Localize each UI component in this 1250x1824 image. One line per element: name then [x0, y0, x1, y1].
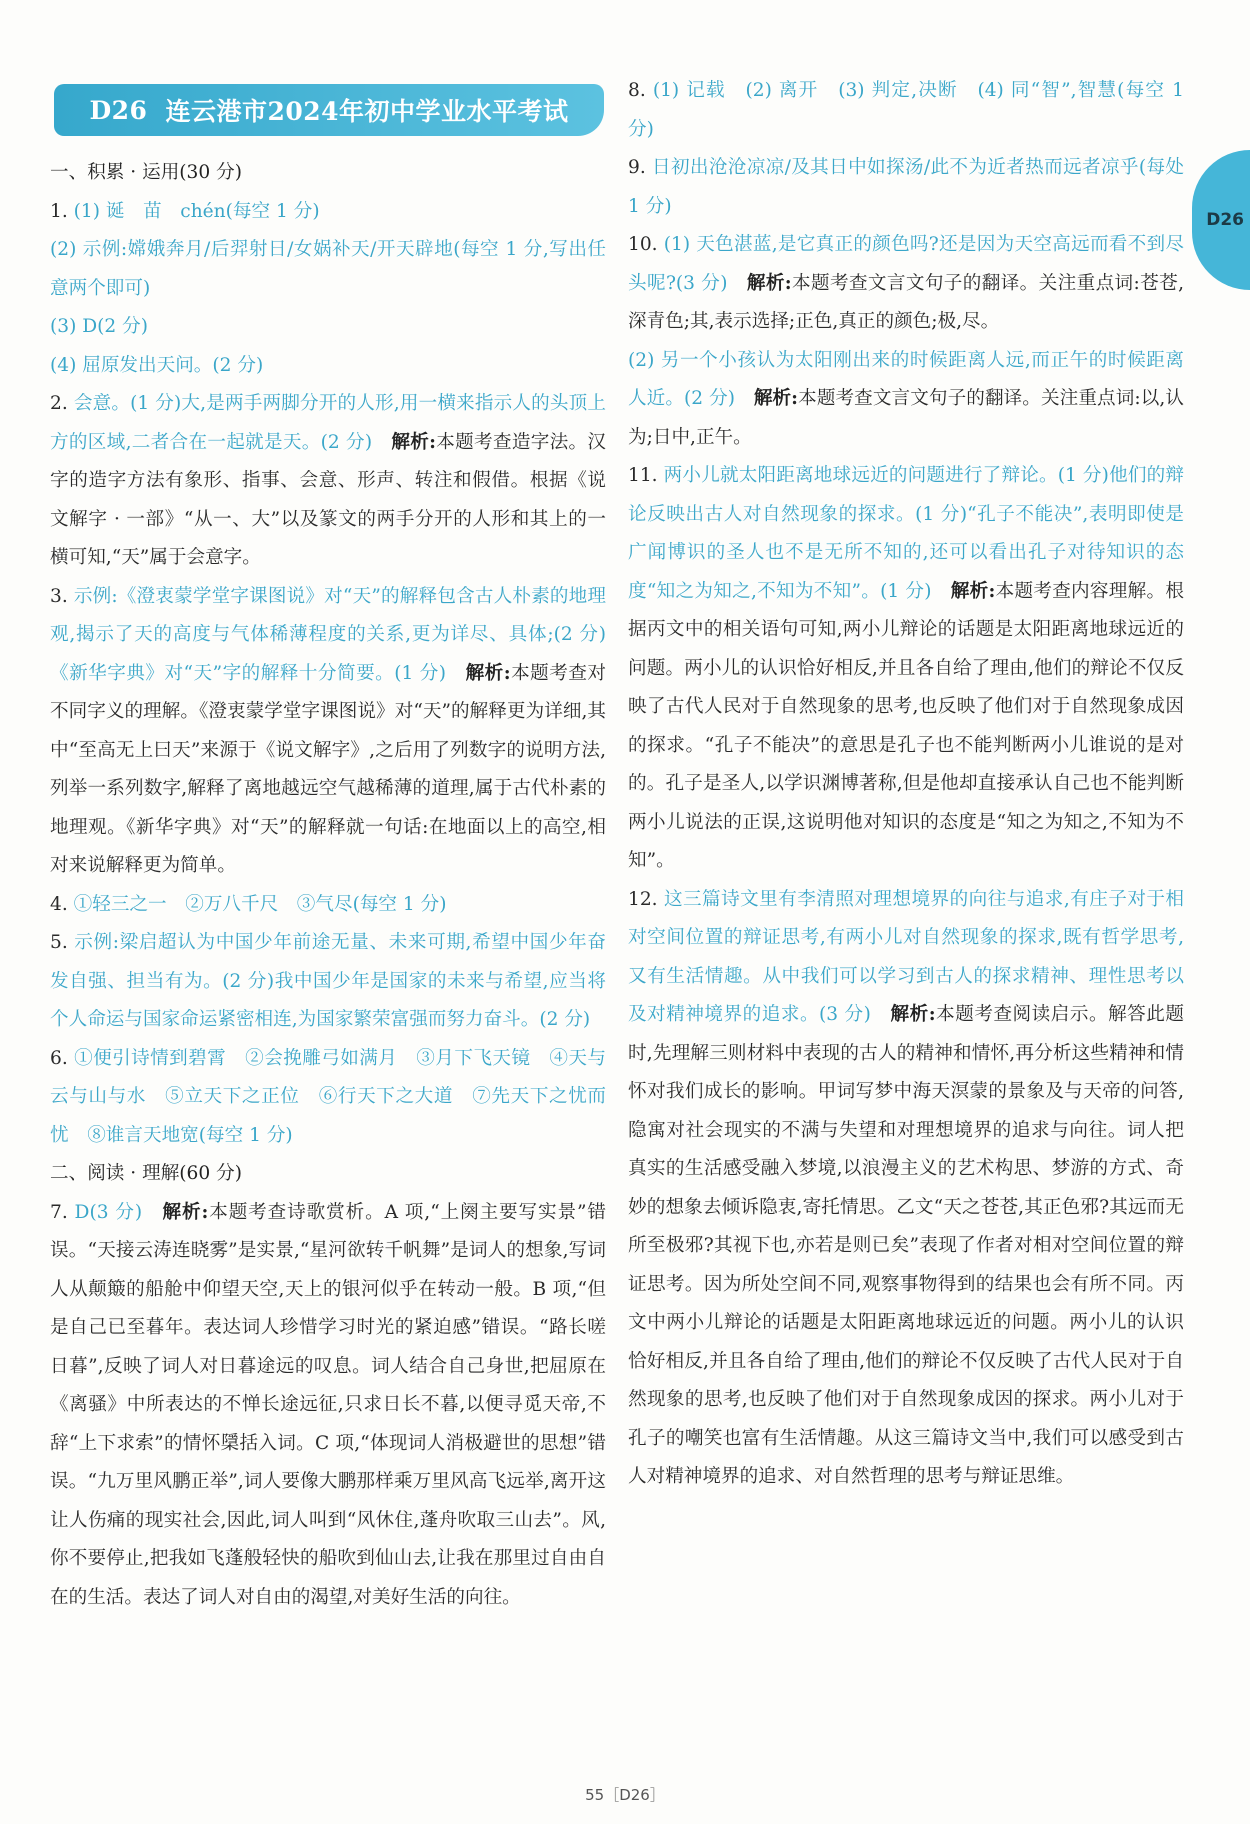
answer-text: ①轻三之一 ②万八千尺 ③气尽(每空 1 分) — [73, 893, 447, 915]
answer-item — [628, 72, 1184, 149]
question-number: 7. — [50, 1201, 75, 1223]
explanation-label: 解析: — [931, 580, 996, 602]
question-number: 5. — [50, 932, 75, 953]
explanation-label: 解析: — [870, 1004, 936, 1025]
side-tab: D26 — [1192, 150, 1250, 290]
answer-text: 两小儿就太阳距离地球远近的问题进行了辩论。(1 分)他们的辩论反映出古人对自然现象的探求。(1 分)“孔子不能决”,表明即使是广闻博识的圣人也不是无所不知的,还可以看出孔子对待知识的态度“知之为知之,不知为不知”。(1 分) — [628, 465, 1184, 602]
answer-text: 示例:梁启超认为中国少年前途无量、未来可期,希望中国少年奋发自强、担当有为。(2 分)我中国少年是国家的未来与希望,应当将个人命运与国家命运紧密相连,为国家繁荣富强而努力奋斗。(2 分) — [50, 932, 606, 1030]
explanation-text: 本题考查内容理解。根据丙文中的相关语句可知,两小儿辩论的话题是太阳距离地球远近的问题。两小儿的认识恰好相反,并且各自给了理由,他们的辩论不仅反映了古代人民对于自然现象的思考,也反映了他们对于自然现象成因的探求。“孔子不能决”的意思是孔子也不能判断两小儿谁说的是对的。孔子是圣人,以学识渊博著称,但是他却直接承认自己也不能判断两小儿说法的正误,这说明他对知识的态度是“知之为知之,不知为不知”。 — [628, 580, 1184, 871]
answer-text: 会意。(1 分)大,是两手两脚分开的人形,用一横来指示人的头顶上方的区域,二者合在一起就是天。(2 分) — [50, 393, 606, 453]
answer-item — [628, 457, 1184, 881]
answer-text: D(3 分) — [74, 1201, 143, 1223]
question-number: 1. — [50, 200, 74, 222]
answer-item — [628, 149, 1184, 226]
answer-text: (1) 记载 (2) 离开 (3) 判定,决断 (4) 同“智”,智慧(每空 1 分) — [628, 80, 1185, 140]
answer-item — [50, 1194, 606, 1618]
explanation-label: 解析: — [735, 388, 799, 409]
explanation-label: 解析: — [142, 1201, 209, 1223]
question-number: 2. — [50, 393, 74, 414]
answer-item — [50, 886, 606, 925]
exam-code: D26 — [89, 95, 148, 125]
question-number: 10. — [628, 234, 664, 255]
question-number: 9. — [628, 157, 653, 178]
section-heading: 二、阅读 · 理解(60 分) — [50, 1163, 242, 1184]
question-number: 6. — [50, 1047, 75, 1069]
explanation-label: 解析: — [372, 431, 436, 453]
question-number: 3. — [50, 585, 74, 607]
answer-text: (4) 屈原发出天问。(2 分) — [50, 354, 264, 376]
answer-item — [628, 226, 1184, 342]
answer-item — [50, 347, 606, 386]
explanation-label: 解析: — [446, 662, 511, 684]
left-column — [50, 88, 606, 1617]
answer-text: (1) 天色湛蓝,是它真正的颜色吗?还是因为天空高远而看不到尽头呢?(3 分) — [628, 234, 1184, 294]
question-number: 4. — [50, 893, 74, 915]
explanation-text: 本题考查阅读启示。解答此题时,先理解三则材料中表现的古人的精神和情怀,再分析这些精神和情怀对我们成长的影响。甲词写梦中海天溟蒙的景象及与天帝的问答,隐寓对社会现实的不满与失望和对理想境界的追求与向往。词人把真实的生活感受融入梦境,以浪漫主义的艺术构思、梦游的方式、奇妙的想象去倾诉隐衷,寄托情思。乙文“天之苍苍,其正色邪?其远而无所至极邪?其视下也,亦若是则已矣”表现了作者对相对空间位置的辩证思考。因为所处空间不同,观察事物得到的结果也会有所不同。丙文中两小儿辩论的话题是太阳距离地球远近的问题。两小儿的认识恰好相反,并且各自给了理由,他们的辩论不仅反映了古代人民对于自然现象的思考,也反映了他们对于自然现象成因的探求。两小儿对于孔子的嘲笑也富有生活情趣。从这三篇诗文当中,我们可以感受到古人对精神境界的追求、对自然哲理的思考与辩证思维。 — [628, 1004, 1184, 1487]
exam-title: 连云港市2024年初中学业水平考试 — [165, 97, 569, 126]
answer-text: ①便引诗情到碧霄 ②会挽雕弓如满月 ③月下飞天镜 ④天与云与山与水 ⑤立天下之正位 ⑥行天下之大道 ⑦先天下之忧而忧 ⑧谁言天地宽(每空 1 分) — [50, 1047, 606, 1146]
answer-text: (1) 诞 苗 chén(每空 1 分) — [73, 200, 320, 222]
explanation-text: 本题考查文言文句子的翻译。关注重点词:苍苍,深青色;其,表示选择;正色,真正的颜色;极,尽。 — [628, 272, 1184, 332]
answer-item — [50, 308, 606, 347]
answer-text: 这三篇诗文里有李清照对理想境界的向往与追求,有庄子对于相对空间位置的辩证思考,有两小儿对自然现象的探求,既有哲学思考,又有生活情趣。从中我们可以学习到古人的探求精神、理性思考以及对精神境界的追求。(3 分) — [628, 888, 1184, 1025]
answer-item — [50, 1040, 606, 1156]
answer-item — [50, 231, 606, 308]
answer-item — [50, 385, 606, 578]
page-footer: 55［D26］ — [585, 1786, 665, 1804]
answer-item — [628, 881, 1184, 1497]
explanation-label: 解析: — [727, 272, 792, 294]
explanation-text: 本题考查诗歌赏析。A 项,“上阕主要写实景”错误。“天接云涛连晓雾”是实景,“星河欲转千帆舞”是词人的想象,写词人从颠簸的船舱中仰望天空,天上的银河似乎在转动一般。B 项,“但是自己已至暮年。表达词人珍惜学习时光的紧迫感”错误。“路长嗟日暮”,反映了词人对日暮途远的叹息。词人结合自己身世,把屈原在《离骚》中所表达的不惮长途远征,只求日长不暮,以便寻觅天帝,不辞“上下求索”的情怀檃括入词。C 项,“体现词人消极避世的思想”错误。“九万里风鹏正举”,词人要像大鹏那样乘万里风高飞远举,离开这让人伤痛的现实社会,因此,词人叫到“风休住,蓬舟吹取三山去”。风,你不要停止,把我如飞蓬般轻快的船吹到仙山去,让我在那里过自由自在的生活。表达了词人对自由的渴望,对美好生活的向往。 — [50, 1201, 606, 1608]
explanation-text: 本题考查文言文句子的翻译。关注重点词:以,认为;日中,正午。 — [628, 388, 1184, 448]
right-column — [628, 72, 1184, 1497]
answer-item — [50, 578, 606, 886]
answer-item — [628, 342, 1184, 458]
question-number: 11. — [628, 465, 664, 486]
question-number: 12. — [628, 888, 664, 910]
explanation-text: 本题考查对不同字义的理解。《澄衷蒙学堂字课图说》对“天”的解释更为详细,其中“至高无上曰天”来源于《说文解字》,之后用了列数字的说明方法,列举一系列数字,解释了离地越远空气越稀薄的道理,属于古代朴素的地理观。《新华字典》对“天”的解释就一句话:在地面以上的高空,相对来说解释更为简单。 — [50, 662, 606, 876]
question-number: 8. — [628, 80, 653, 101]
section-heading: 一、积累 · 运用(30 分) — [50, 162, 242, 183]
answer-text: 日初出沧沧凉凉/及其日中如探汤/此不为近者热而远者凉乎(每处 1 分) — [628, 157, 1184, 217]
answer-text: (3) D(2 分) — [50, 316, 148, 337]
answer-item — [50, 924, 606, 1040]
answer-text: (2) 示例:嫦娥奔月/后羿射日/女娲补天/开天辟地(每空 1 分,写出任意两个即可) — [50, 239, 606, 299]
explanation-text: 本题考查造字法。汉字的造字方法有象形、指事、会意、形声、转注和假借。根据《说文解字 · 一部》“从一、大”以及篆文的两手分开的人形和其上的一横可知,“天”属于会意字。 — [50, 431, 606, 568]
answer-text: (2) 另一个小孩认为太阳刚出来的时候距离人远,而正午的时候距离人近。(2 分) — [628, 349, 1184, 409]
answer-item — [50, 193, 606, 232]
answer-text: 示例:《澄衷蒙学堂字课图说》对“天”的解释包含古人朴素的地理观,揭示了天的高度与气体稀薄程度的关系,更为详尽、具体;(2 分)《新华字典》对“天”字的解释十分简要。(1 分) — [50, 585, 607, 684]
